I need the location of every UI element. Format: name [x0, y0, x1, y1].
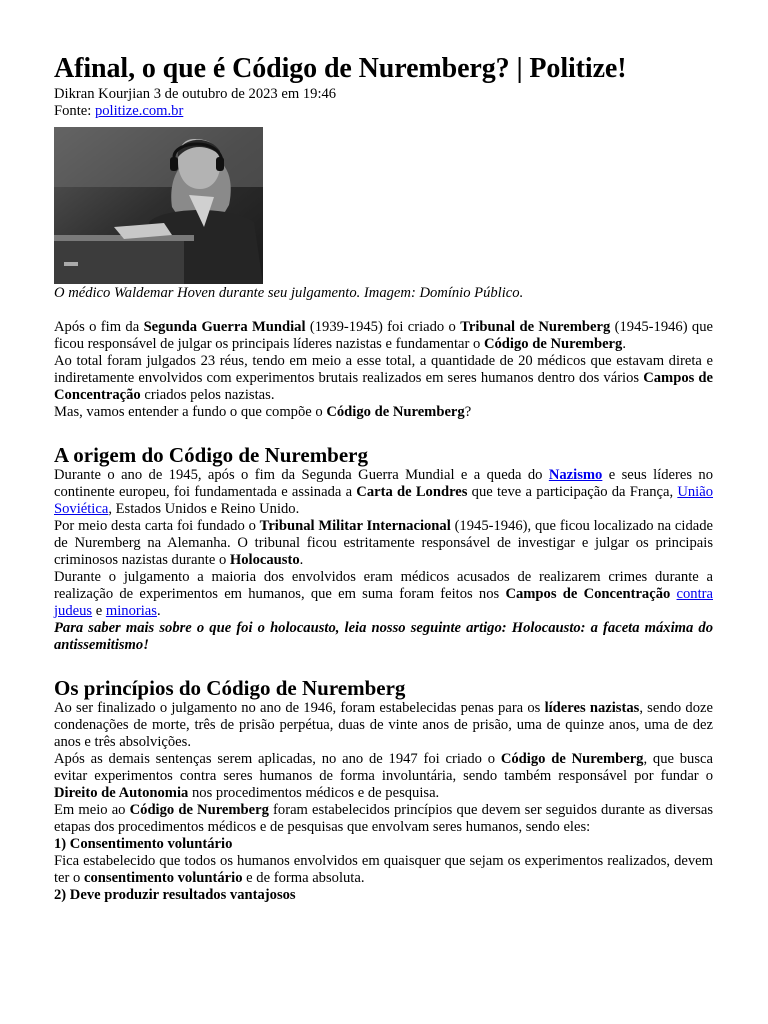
origem-related-article: Para saber mais sobre o que foi o holocausto, leia nosso seguinte artigo: Holocausto: a faceta máxima do antissemitismo!	[54, 620, 713, 653]
document-page	[54, 52, 713, 904]
photo-waldemar-hoven	[54, 127, 263, 284]
link-nazismo[interactable]: Nazismo	[548, 467, 603, 483]
link-minorias[interactable]: minorias	[105, 603, 157, 619]
origem-paragraph-3: Durante o julgamento a maioria dos envolvidos eram médicos acusados de realizarem crimes durante a realização de experimentos em humanos, que em suma foram feitos nos Campos de Concentração contra judeus e minorias.	[54, 569, 713, 619]
byline: Dikran Kourjian 3 de outubro de 2023 em 19:46	[54, 86, 337, 102]
principios-paragraph-3: Em meio ao Código de Nuremberg foram estabelecidos princípios que devem ser seguidos durante as diversas etapas dos procedimentos médicos e de pesquisas que envolvam seres humanos, sendo eles:	[54, 802, 713, 835]
principle-heading-1: 1) Consentimento voluntário	[54, 836, 233, 852]
photo-caption: O médico Waldemar Hoven durante seu julgamento. Imagem: Domínio Público.	[54, 285, 524, 301]
link-contra-judeus[interactable]: contra judeus	[54, 586, 713, 619]
source-link[interactable]: politize.com.br	[94, 103, 184, 119]
intro-paragraph-3: Mas, vamos entender a fundo o que compõe o Código de Nuremberg?	[54, 404, 472, 420]
link-uniao-sovietica[interactable]: União Soviética	[54, 484, 713, 517]
origem-paragraph-2: Por meio desta carta foi fundado o Tribunal Militar Internacional (1945-1946), que ficou localizado na cidade de Nuremberg na Alemanha. O tribunal ficou estritamente responsável de investigar e julgar os principais criminosos nazistas durante o Holocausto.	[54, 518, 714, 568]
principios-paragraph-1: Ao ser finalizado o julgamento no ano de 1946, foram estabelecidas penas para os líderes nazistas, sendo doze condenações de morte, três de prisão perpétua, duas de vinte anos de prisão, uma de quinze anos, uma de dez anos e três absolvições.	[54, 700, 713, 750]
source-line	[54, 103, 713, 120]
principle-heading-2: 2) Deve produzir resultados vantajosos	[54, 887, 296, 903]
principle-paragraph-1: Fica estabelecido que todos os humanos envolvidos em quaisquer que sejam os experimentos realizados, devem ter o consentimento voluntário e de forma absoluta.	[54, 853, 713, 886]
section-heading-origem: A origem do Código de Nuremberg	[54, 443, 369, 467]
intro-paragraph-2: Ao total foram julgados 23 réus, tendo em meio a esse total, a quantidade de 20 médicos que estavam direta e indiretamente envolvidos com experimentos brutais realizados em seres humanos dentro dos vários Campos de Concentração criados pelos nazistas.	[54, 353, 714, 403]
section-heading-principios: Os princípios do Código de Nuremberg	[54, 676, 406, 700]
principios-paragraph-2: Após as demais sentenças serem aplicadas, no ano de 1947 foi criado o Código de Nuremberg, que busca evitar experimentos contra seres humanos de forma involuntária, sendo também responsável por fundar o Direito de Autonomia nos procedimentos médicos e de pesquisa.	[54, 751, 713, 801]
source-label: Fonte:	[54, 103, 95, 119]
origem-paragraph-1: Durante o ano de 1945, após o fim da Segunda Guerra Mundial e a queda do Nazismo e seus líderes no continente europeu, foi fundamentada e assinada a Carta de Londres que teve a participação da França, União Soviética, Estados Unidos e Reino Unido.	[54, 467, 714, 517]
figure	[54, 127, 713, 302]
article-title: Afinal, o que é Código de Nuremberg? | Politize!	[54, 53, 627, 84]
intro-paragraph-1: Após o fim da Segunda Guerra Mundial (1939-1945) foi criado o Tribunal de Nuremberg (1945-1946) que ficou responsável de julgar os principais líderes nazistas e fundamentar o Código de Nuremberg.	[54, 319, 714, 352]
